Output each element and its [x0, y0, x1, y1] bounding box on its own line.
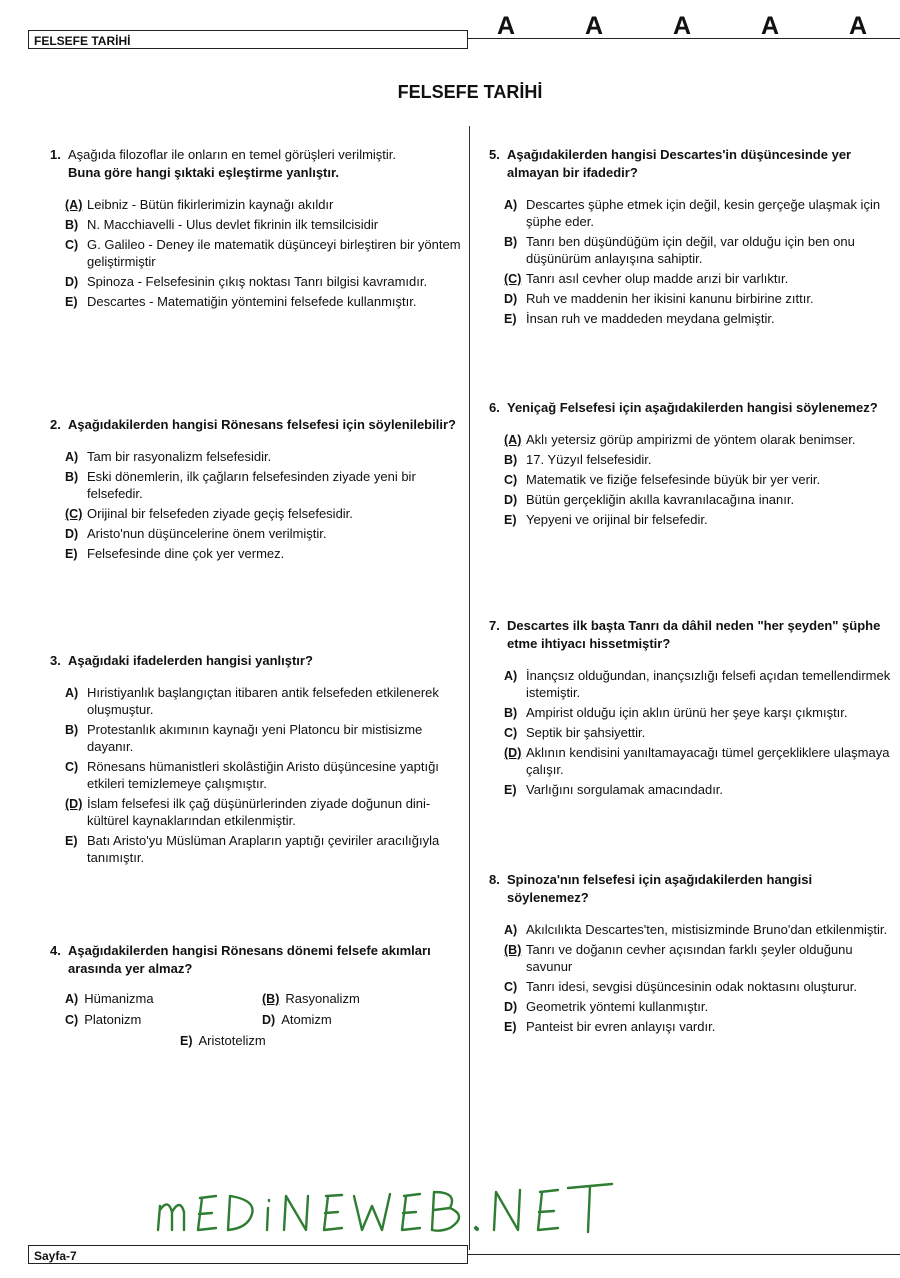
option[interactable]	[489, 511, 897, 528]
option-label: E)	[504, 513, 517, 527]
option-label: D)	[504, 292, 518, 306]
question-8	[489, 871, 897, 1038]
option-label-marked: (B)	[504, 943, 522, 957]
question-number: 2.	[50, 417, 61, 432]
option-label: D)	[504, 493, 518, 507]
option-label: B)	[504, 706, 518, 720]
option[interactable]	[489, 451, 897, 468]
page-footer-box	[28, 1245, 468, 1264]
option[interactable]	[50, 236, 466, 270]
options-list	[50, 196, 466, 310]
question-text: Descartes ilk başta Tanrı da dâhil neden "her şeyden" şüphe etme ihtiyacı hissetmiştir?	[507, 618, 881, 651]
option[interactable]	[50, 293, 466, 310]
option-label: E)	[180, 1034, 193, 1048]
option-text: Tam bir rasyonalizm felsefesidir.	[87, 449, 272, 464]
booklet-letter: A	[761, 12, 780, 40]
course-header-label: FELSEFE TARİHİ	[34, 34, 131, 48]
option[interactable]	[50, 684, 466, 718]
option-text: Spinoza - Felsefesinin çıkış noktası Tanrı bilgisi kavramıdır.	[87, 274, 428, 289]
option[interactable]	[50, 468, 466, 502]
option-label: E)	[504, 783, 517, 797]
column-divider	[469, 126, 470, 1250]
option[interactable]	[489, 1018, 897, 1035]
option-label: D)	[65, 275, 79, 289]
question-stem	[489, 146, 897, 182]
option[interactable]	[489, 921, 897, 938]
question-7	[489, 617, 897, 801]
option[interactable]	[489, 978, 897, 995]
option[interactable]	[489, 781, 897, 798]
option[interactable]	[262, 1011, 332, 1029]
option-label: A)	[504, 923, 518, 937]
option-text: 17. Yüzyıl felsefesidir.	[526, 452, 652, 467]
option-label-marked: (A)	[504, 433, 522, 447]
question-number: 6.	[489, 400, 500, 415]
option-label: A)	[65, 450, 79, 464]
question-2	[50, 416, 466, 565]
option[interactable]	[50, 525, 466, 542]
option-label-marked: (C)	[65, 507, 83, 521]
option-text: Akılcılıkta Descartes'ten, mistisizminde Bruno'dan etkilenmiştir.	[526, 922, 888, 937]
watermark-stroke	[324, 1195, 342, 1230]
handwritten-watermark	[150, 1168, 670, 1248]
option-label-marked: (D)	[504, 746, 522, 760]
option-text: Felsefesinde dine çok yer vermez.	[87, 546, 285, 561]
question-text: Yeniçağ Felsefesi için aşağıdakilerden hangisi söylenemez?	[507, 400, 878, 415]
booklet-letter: A	[849, 12, 868, 40]
option-text: Aklı yetersiz görüp ampirizmi de yöntem olarak benimser.	[526, 432, 856, 447]
option[interactable]	[50, 721, 466, 755]
option-text: Bütün gerçekliğin akılla kavranılacağına inanır.	[526, 492, 795, 507]
option[interactable]	[489, 431, 897, 448]
option[interactable]	[262, 990, 360, 1008]
option[interactable]	[489, 270, 897, 287]
option[interactable]	[50, 758, 466, 792]
option-text: Descartes - Matematiğin yöntemini felsefede kullanmıştır.	[87, 294, 417, 309]
question-6	[489, 399, 897, 531]
option-text: Aklının kendisini yanıltamayacağı tümel gerçekliklere ulaşmaya çalışır.	[526, 745, 890, 777]
option-text: Atomizm	[281, 1012, 332, 1027]
option-label: E)	[65, 834, 78, 848]
watermark-stroke	[432, 1192, 459, 1231]
option-label: C)	[65, 238, 79, 252]
option[interactable]	[50, 448, 466, 465]
option-text: Panteist bir evren anlayışı vardır.	[526, 1019, 716, 1034]
option[interactable]	[50, 795, 466, 829]
booklet-letter: A	[673, 12, 692, 40]
options-list	[489, 431, 897, 528]
option[interactable]	[489, 471, 897, 488]
watermark-stroke	[402, 1194, 420, 1230]
option-text: Matematik ve fiziğe felsefesinde büyük bir yer verir.	[526, 472, 821, 487]
watermark-stroke	[354, 1194, 390, 1230]
watermark-stroke	[160, 1204, 172, 1230]
option-label: C)	[504, 980, 518, 994]
option-text: Rönesans hümanistleri skolâstiğin Aristo düşüncesine yaptığı etkileri temizlemeye çalışmıştır.	[87, 759, 439, 791]
question-5	[489, 146, 897, 330]
options-grid	[50, 990, 466, 1054]
option-text: Geometrik yöntemi kullanmıştır.	[526, 999, 709, 1014]
watermark-stroke	[198, 1196, 216, 1230]
option-label: B)	[65, 218, 79, 232]
option-label: E)	[504, 1020, 517, 1034]
option[interactable]	[489, 290, 897, 307]
question-text: Spinoza'nın felsefesi için aşağıdakilerden hangisi söylenemez?	[507, 872, 813, 905]
option-label: A)	[65, 992, 79, 1006]
options-list	[489, 196, 897, 327]
option-text: Protestanlık akımının kaynağı yeni Platoncu bir mistisizme dayanır.	[87, 722, 423, 754]
option-label-marked: (A)	[65, 198, 83, 212]
option-label: C)	[65, 1013, 79, 1027]
option-label: E)	[504, 312, 517, 326]
option-label: B)	[504, 453, 518, 467]
option-label: D)	[504, 1000, 518, 1014]
watermark-stroke	[172, 1205, 184, 1230]
option-text: Tanrı ben düşündüğüm için değil, var olduğu için ben onu düşünürüm anlayışına sahiptir.	[526, 234, 855, 266]
option[interactable]	[489, 941, 897, 975]
option-text: Ruh ve maddenin her ikisini kanunu birbirine zıttır.	[526, 291, 814, 306]
option-text: Hıristiyanlık başlangıçtan itibaren antik felsefeden etkilenerek oluşmuştur.	[87, 685, 439, 717]
watermark-stroke	[538, 1190, 558, 1230]
option[interactable]	[65, 990, 154, 1008]
question-number: 3.	[50, 653, 61, 668]
question-3	[50, 652, 466, 869]
question-stem	[50, 942, 466, 978]
watermark-stroke	[228, 1196, 253, 1230]
option-label: A)	[65, 686, 79, 700]
option-text: Tanrı ve doğanın cevher açısından farklı şeyler olduğunu savunur	[526, 942, 853, 974]
question-instruction: Buna göre hangi şıktaki eşleştirme yanlıştır.	[68, 165, 339, 180]
option-text: Hümanizma	[84, 991, 154, 1006]
option-text: Platonizm	[84, 1012, 142, 1027]
option-label: C)	[504, 473, 518, 487]
option-label: A)	[504, 198, 518, 212]
option-label-marked: (D)	[65, 797, 83, 811]
option-text: Septik bir şahsiyettir.	[526, 725, 646, 740]
question-1	[50, 146, 466, 313]
option-label: B)	[65, 470, 79, 484]
options-list	[489, 667, 897, 798]
option[interactable]	[50, 505, 466, 522]
watermark-stroke	[476, 1228, 477, 1229]
question-text: Aşağıdakilerden hangisi Descartes'in düşüncesinde yer almayan bir ifadedir?	[507, 147, 852, 180]
option[interactable]	[489, 704, 897, 721]
option-text: Leibniz - Bütün fikirlerimizin kaynağı akıldır	[87, 197, 334, 212]
option[interactable]	[489, 667, 897, 701]
option[interactable]	[50, 216, 466, 233]
option[interactable]	[65, 1011, 141, 1029]
option-text: İnsan ruh ve maddeden meydana gelmiştir.	[526, 311, 775, 326]
question-text: Aşağıdakilerden hangisi Rönesans dönemi felsefe akımları arasında yer almaz?	[68, 943, 431, 976]
option-text: Yepyeni ve orijinal bir felsefedir.	[526, 512, 708, 527]
question-text: Aşağıdaki ifadelerden hangisi yanlıştır?	[68, 653, 313, 668]
options-list	[489, 921, 897, 1035]
options-list	[50, 448, 466, 562]
booklet-letter: A	[585, 12, 604, 40]
option-text: Tanrı idesi, sevgisi düşüncesinin odak noktasını oluşturur.	[526, 979, 857, 994]
option-label: D)	[65, 527, 79, 541]
option-text: G. Galileo - Deney ile matematik düşünceyi birleştiren bir yöntem geliştirmiştir	[87, 237, 461, 269]
option-text: Tanrı asıl cevher olup madde arızi bir varlıktır.	[526, 271, 789, 286]
question-text: Aşağıdakilerden hangisi Rönesans felsefesi için söylenilebilir?	[68, 417, 456, 432]
option-label: A)	[504, 669, 518, 683]
option[interactable]	[50, 196, 466, 213]
option-label: D)	[262, 1013, 276, 1027]
question-stem	[50, 416, 466, 434]
option-text: İnançsız olduğundan, inançsızlığı felsefi açıdan temellendirmek istemiştir.	[526, 668, 891, 700]
option-text: N. Macchiavelli - Ulus devlet fikrinin ilk temsilcisidir	[87, 217, 379, 232]
watermark-stroke	[568, 1184, 612, 1232]
footer-rule	[468, 1254, 900, 1255]
option-label: B)	[65, 723, 79, 737]
option-text: İslam felsefesi ilk çağ düşünürlerinden ziyade doğunun dini-kültürel kaynaklarından etkilenmiştir.	[87, 796, 431, 828]
question-number: 7.	[489, 618, 500, 633]
option[interactable]	[489, 233, 897, 267]
option-label: E)	[65, 547, 78, 561]
question-number: 5.	[489, 147, 500, 162]
option[interactable]	[489, 310, 897, 327]
option-text: Orijinal bir felsefeden ziyade geçiş felsefesidir.	[87, 506, 353, 521]
option-text: Rasyonalizm	[285, 991, 360, 1006]
watermark-stroke	[494, 1190, 520, 1230]
option[interactable]	[489, 196, 897, 230]
option[interactable]	[50, 832, 466, 866]
course-header-box	[28, 30, 468, 49]
question-number: 4.	[50, 943, 61, 958]
option[interactable]	[489, 998, 897, 1015]
question-stem	[50, 652, 466, 670]
page-title: FELSEFE TARİHİ	[397, 82, 543, 102]
question-stem	[489, 871, 897, 907]
option-label: C)	[65, 760, 79, 774]
option-text: Batı Aristo'yu Müslüman Arapların yaptığı çeviriler aracılığıyla tanımıştır.	[87, 833, 440, 865]
question-number: 1.	[50, 147, 61, 162]
option-label: C)	[504, 726, 518, 740]
option-text: Aristo'nun düşüncelerine önem verilmiştir.	[87, 526, 327, 541]
option-text: Varlığını sorgulamak amacındadır.	[526, 782, 724, 797]
question-stem	[489, 399, 897, 417]
option[interactable]	[489, 491, 897, 508]
page-number: Sayfa-7	[34, 1249, 77, 1263]
watermark-stroke	[284, 1196, 308, 1230]
question-stem	[50, 146, 466, 182]
option-label-marked: (B)	[262, 992, 280, 1006]
option-label: B)	[504, 235, 518, 249]
option-text: Aristotelizm	[198, 1033, 266, 1048]
option[interactable]	[489, 744, 897, 778]
option-label: E)	[65, 295, 78, 309]
option[interactable]	[180, 1032, 266, 1050]
booklet-letter: A	[497, 12, 516, 40]
question-4	[50, 942, 466, 1054]
option-text: Ampirist olduğu için aklın ürünü her şeye karşı çıkmıştır.	[526, 705, 848, 720]
question-number: 8.	[489, 872, 500, 887]
option-text: Eski dönemlerin, ilk çağların felsefesinden ziyade yeni bir felsefedir.	[87, 469, 416, 501]
question-stem	[489, 617, 897, 653]
option-label-marked: (C)	[504, 272, 522, 286]
options-list	[50, 684, 466, 866]
watermark-stroke	[267, 1200, 269, 1230]
option-text: Descartes şüphe etmek için değil, kesin gerçeğe ulaşmak için şüphe eder.	[526, 197, 881, 229]
option[interactable]	[50, 273, 466, 290]
question-text: Aşağıda filozoflar ile onların en temel görüşleri verilmiştir.	[68, 147, 397, 162]
option[interactable]	[489, 724, 897, 741]
option[interactable]	[50, 545, 466, 562]
